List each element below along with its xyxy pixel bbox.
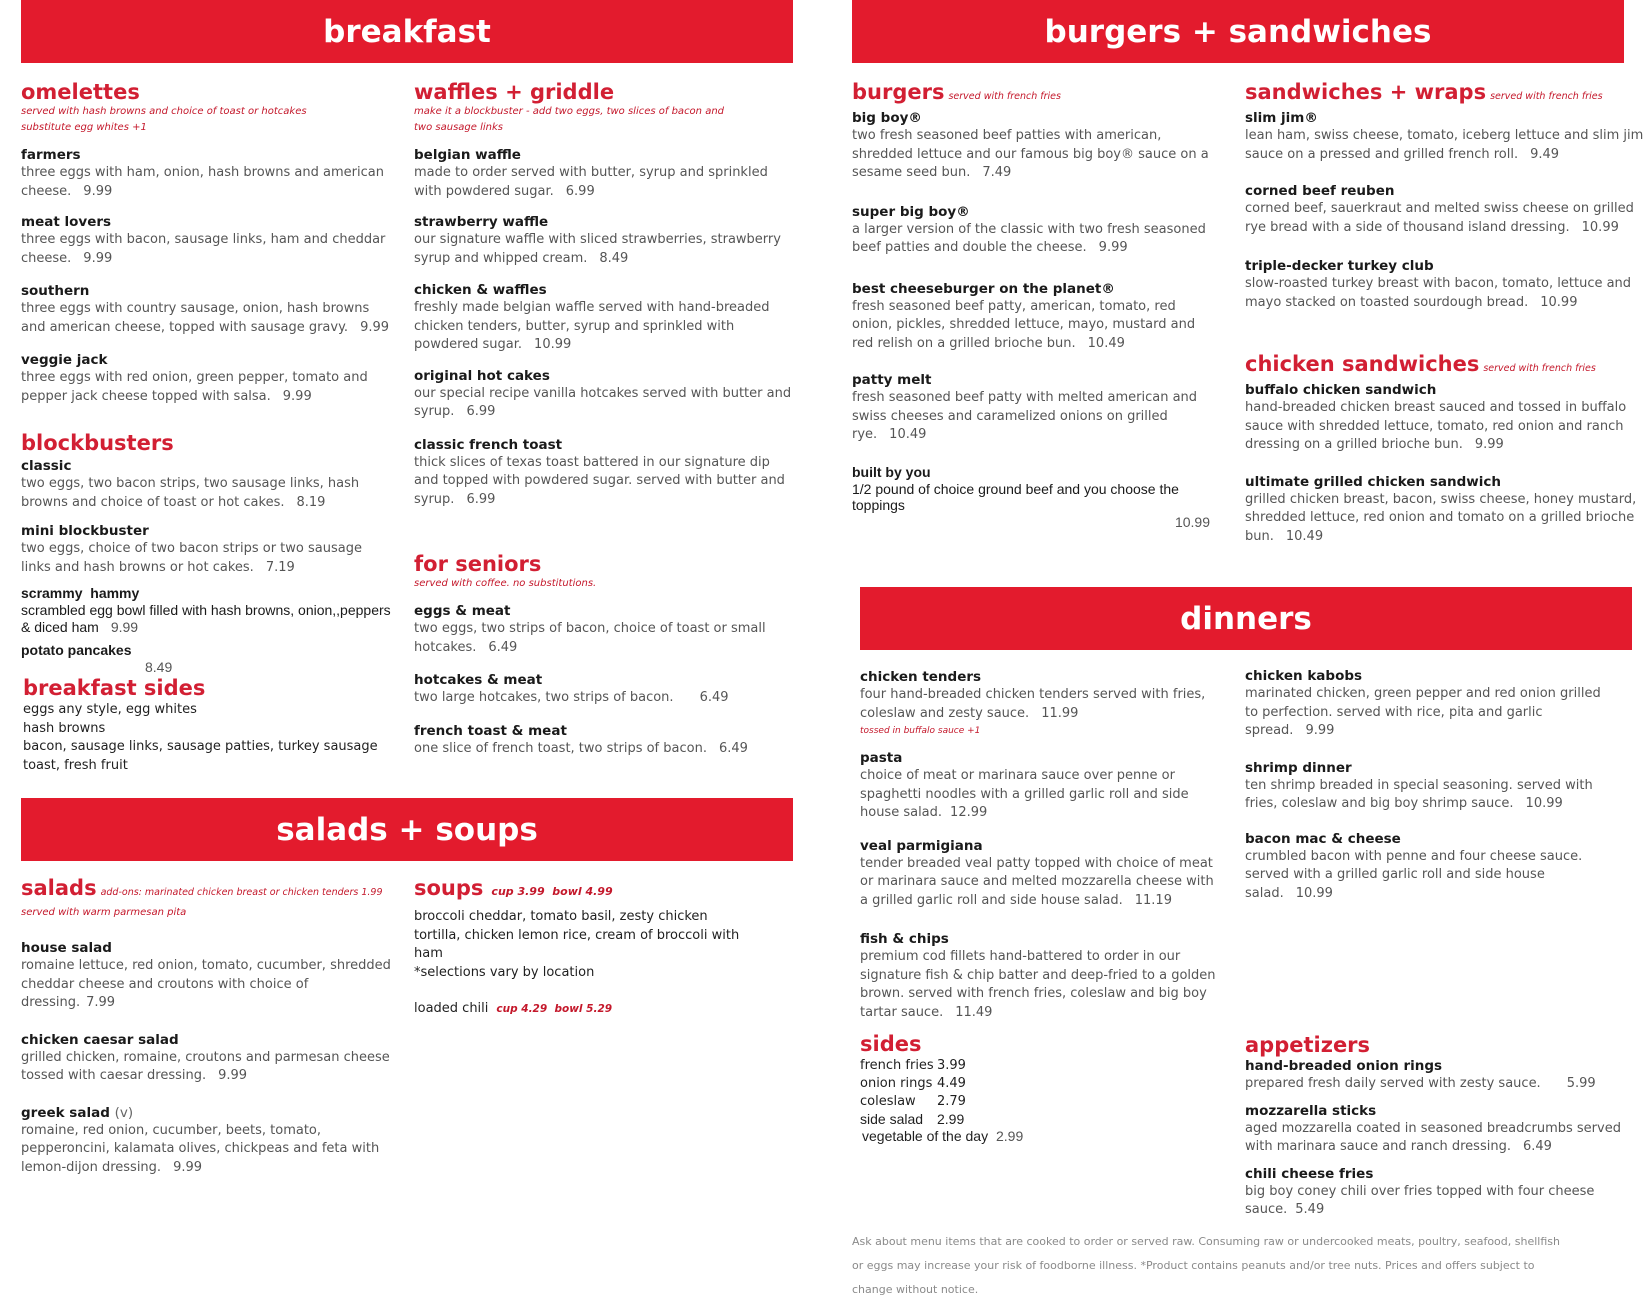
- item-desc: three eggs with ham, onion, hash browns and american cheese. 9.99: [21, 165, 384, 199]
- item-name: slim jim®: [1245, 110, 1318, 126]
- item-name: pasta: [860, 750, 903, 766]
- footer-disclaimer: Ask about menu items that are cooked to order or served raw. Consuming raw or undercooked meats, poultry, seafood, shellfish or eggs may increase your risk of foodborne illness. *Product contains peanuts and/or tree nuts. Prices and offers subject to change without notice.: [852, 1235, 1560, 1296]
- chicken-sandwiches-heading: chicken sandwiches served with french fries: [1245, 352, 1596, 376]
- soups-note: *selections vary by location: [414, 964, 595, 980]
- item-price: 9.99: [83, 250, 113, 266]
- side-price: 2.99: [996, 1128, 1024, 1144]
- item-price: 6.99: [466, 404, 496, 419]
- item-price: 10.99: [1540, 294, 1578, 310]
- menu-item: [852, 371, 1212, 445]
- item-name: buffalo chicken sandwich: [1245, 382, 1437, 398]
- item-price: 7.49: [982, 165, 1012, 180]
- item-desc: two large hotcakes, two strips of bacon. 6.49: [414, 690, 729, 705]
- waffles-note-2: two sausage links: [414, 122, 503, 133]
- item-price: 7.99: [86, 995, 116, 1010]
- menu-item: [1245, 109, 1645, 164]
- item-price: 12.99: [950, 805, 988, 820]
- item-desc: our signature waffle with sliced strawberries, strawberry syrup and whipped cream. 8.49: [414, 232, 781, 266]
- blockbusters-heading: blockbusters: [21, 431, 174, 455]
- sides-line: bacon, sausage links, sausage patties, turkey sausage: [23, 739, 378, 754]
- item-desc: prepared fresh daily served with zesty sauce. 5.99: [1245, 1076, 1596, 1091]
- item-desc: freshly made belgian waffle served with hand-breaded chicken tenders, butter, syrup and sprinkled with powdered sugar. 10.99: [414, 300, 770, 352]
- item-price: 9.99: [218, 1068, 248, 1083]
- item-price: 5.49: [1295, 1202, 1325, 1217]
- item-name: hotcakes & meat: [414, 672, 543, 688]
- item-name: original hot cakes: [414, 367, 550, 384]
- blockbusters-section: [21, 431, 393, 676]
- item-price: 11.19: [1134, 892, 1172, 908]
- omelettes-note: served with hash browns and choice of toast or hotcakes: [21, 106, 307, 117]
- menu-item: [852, 203, 1212, 258]
- item-name: eggs & meat: [414, 603, 511, 619]
- seniors-heading: for seniors: [414, 552, 542, 576]
- menu-item: [21, 213, 391, 268]
- item-note: tossed in buffalo sauce +1: [860, 726, 981, 736]
- side-item: onion rings 4.49: [860, 1076, 966, 1091]
- item-desc: tender breaded veal patty topped with choice of meat or marinara sauce and melted mozzarella cheese with a grilled garlic roll and side house salad. 11.19: [860, 855, 1214, 908]
- menu-item: [1245, 1057, 1625, 1094]
- side-item: coleslaw 2.79: [860, 1094, 966, 1109]
- item-desc: four hand-breaded chicken tenders served with fries, coleslaw and zesty sauce. 11.99: [860, 687, 1206, 721]
- item-desc: slow-roasted turkey breast with bacon, tomato, lettuce and mayo stacked on toasted sourdough bread. 10.99: [1245, 276, 1632, 310]
- item-desc: big boy coney chili over fries topped with four cheese sauce. 5.49: [1245, 1183, 1595, 1217]
- soups-section: [414, 876, 754, 1019]
- item-price: 8.19: [296, 494, 326, 510]
- item-desc: romaine lettuce, red onion, tomato, cucumber, shredded cheddar cheese and croutons with choice of dressing. 7.99: [21, 958, 391, 1010]
- item-name: mozzarella sticks: [1245, 1102, 1377, 1119]
- vegetarian-tag: (v): [114, 1104, 134, 1121]
- chicken-sandwiches-section: [1245, 352, 1645, 546]
- salads-note: served with warm parmesan pita: [21, 907, 187, 918]
- item-price: 10.49: [1285, 528, 1324, 544]
- item-name: super big boy®: [852, 203, 970, 220]
- menu-item: [1245, 1102, 1625, 1157]
- menu-item: [414, 722, 784, 759]
- omelettes-note-2: substitute egg whites +1: [21, 122, 147, 133]
- menu-item: [852, 463, 1212, 531]
- menu-item: [414, 146, 794, 201]
- appetizers-section: [1245, 1033, 1625, 1220]
- item-name: chili cheese fries: [1245, 1165, 1374, 1182]
- salads-section: [21, 876, 391, 1177]
- item-name: corned beef reuben: [1245, 183, 1395, 199]
- item-name: built by you: [852, 463, 931, 480]
- side-item: side salad 2.99: [860, 1111, 965, 1127]
- item-name: french toast & meat: [414, 722, 567, 739]
- menu-item: [1245, 257, 1645, 312]
- menu-item: [21, 146, 391, 201]
- item-name: big boy®: [852, 110, 922, 126]
- menu-item: [21, 522, 393, 577]
- item-name: house salad: [21, 940, 112, 956]
- menu-item: [1245, 381, 1645, 455]
- sides-line: toast, fresh fruit: [23, 757, 128, 773]
- item-desc: fresh seasoned beef patty, american, tomato, red onion, pickles, shredded lettuce, mayo, mustard and red relish on a grilled brioche bun. 10.49: [852, 298, 1196, 351]
- menu-item: [1245, 1165, 1625, 1220]
- breakfast-sides-section: [23, 676, 383, 775]
- item-desc: aged mozzarella coated in seasoned breadcrumbs served with marinara sauce and ranch dressing. 6.49: [1245, 1120, 1621, 1154]
- item-name: meat lovers: [21, 214, 112, 230]
- menu-item: [21, 584, 393, 635]
- sandwiches-heading: sandwiches + wraps served with french fries: [1245, 80, 1603, 104]
- item-desc: premium cod fillets hand-battered to order in our signature fish & chip batter and deep-fried to a golden brown. served with french fries, coleslaw and big boy tartar sauce. 11.49: [860, 949, 1216, 1020]
- item-desc: marinated chicken, green pepper and red onion grilled to perfection. served with rice, pita and garlic spread. 9.99: [1245, 686, 1601, 738]
- item-name: chicken & waffles: [414, 282, 547, 298]
- item-desc: lean ham, swiss cheese, tomato, iceberg lettuce and slim jim sauce on a pressed and grilled french roll. 9.49: [1245, 128, 1644, 162]
- menu-item: [1245, 667, 1615, 741]
- menu-item: [21, 282, 391, 337]
- item-desc: three eggs with bacon, sausage links, ham and cheddar cheese. 9.99: [21, 232, 386, 266]
- appetizers-heading: appetizers: [1245, 1033, 1371, 1057]
- item-desc: choice of meat or marinara sauce over penne or spaghetti noodles with a grilled garlic roll and side house salad. 12.99: [860, 768, 1189, 820]
- item-price: 9.99: [360, 319, 390, 335]
- menu-item: [21, 351, 391, 406]
- item-name: ultimate grilled chicken sandwich: [1245, 473, 1501, 490]
- item-desc: fresh seasoned beef patty with melted american and swiss cheeses and caramelized onions on grilled rye. 10.49: [852, 390, 1198, 442]
- menu-item: [860, 668, 1225, 739]
- menu-item: [1245, 759, 1615, 814]
- item-name: classic: [21, 458, 72, 474]
- side-item: french fries 3.99: [860, 1058, 966, 1073]
- item-price: 9.99: [83, 183, 113, 199]
- chicken-sandwiches-note: served with french fries: [1483, 363, 1596, 374]
- menu-item: [1245, 182, 1645, 237]
- side-price: 4.49: [937, 1076, 966, 1091]
- item-name: bacon mac & cheese: [1245, 830, 1401, 847]
- breakfast-sides-heading: breakfast sides: [23, 676, 206, 700]
- item-price: 9.49: [1530, 146, 1560, 162]
- soups-desc: broccoli cheddar, tomato basil, zesty chicken tortilla, chicken lemon rice, cream of broccoli with ham: [414, 909, 740, 961]
- burgers-section: [852, 80, 1212, 530]
- item-desc: our special recipe vanilla hotcakes served with butter and syrup. 6.99: [414, 385, 792, 419]
- soups-prices: cup 3.99 bowl 4.99: [491, 885, 613, 898]
- item-price: 8.49: [145, 659, 173, 675]
- waffles-note: make it a blockbuster - add two eggs, two slices of bacon and: [414, 106, 725, 117]
- menu-item: [414, 436, 794, 510]
- dinners-left-column: [860, 668, 1225, 1022]
- menu-item: [414, 281, 794, 355]
- item-desc: romaine, red onion, cucumber, beets, tomato, pepperoncini, kalamata olives, chickpeas and feta with lemon-dijon dressing. 9.99: [21, 1122, 380, 1175]
- sides-section: [860, 1032, 1160, 1145]
- item-price: 6.49: [718, 740, 748, 756]
- omelettes-heading: omelettes: [21, 80, 140, 104]
- band-dinners: dinners: [860, 587, 1632, 650]
- item-price: 10.99: [1581, 219, 1619, 235]
- menu-item: [860, 930, 1225, 1022]
- item-price: 8.49: [599, 250, 629, 266]
- item-desc: 1/2 pound of choice ground beef and you choose the toppings: [852, 480, 1179, 513]
- item-price: 9.99: [1098, 240, 1128, 255]
- menu-item: [852, 280, 1212, 354]
- menu-item: [21, 641, 393, 676]
- item-name: best cheeseburger on the planet®: [852, 280, 1115, 297]
- menu-item: [852, 109, 1212, 183]
- item-name: farmers: [21, 147, 81, 163]
- item-name: hand-breaded onion rings: [1245, 1058, 1443, 1074]
- menu-item: [21, 1031, 391, 1086]
- item-price: 10.99: [1295, 885, 1333, 901]
- item-price: 6.99: [466, 491, 496, 507]
- item-name: chicken caesar salad: [21, 1031, 179, 1048]
- item-name: chicken tenders: [860, 669, 982, 685]
- seniors-note: served with coffee. no substitutions.: [414, 578, 597, 589]
- soups-heading: soups cup 3.99 bowl 4.99: [414, 876, 613, 900]
- item-desc: two eggs, two bacon strips, two sausage links, hash browns and choice of toast or hot cakes. 8.19: [21, 476, 360, 510]
- item-price: 11.49: [955, 1004, 993, 1020]
- item-desc: three eggs with red onion, green pepper, tomato and pepper jack cheese topped with salsa. 9.99: [21, 370, 368, 404]
- menu-item: [21, 1104, 391, 1178]
- item-desc: three eggs with country sausage, onion, hash browns and american cheese, topped with sausage gravy. 9.99: [21, 301, 390, 335]
- item-desc: a larger version of the classic with two fresh seasoned beef patties and double the cheese. 9.99: [852, 221, 1206, 255]
- item-name: southern: [21, 283, 90, 299]
- burgers-note: served with french fries: [948, 91, 1061, 102]
- item-desc: hand-breaded chicken breast sauced and tossed in buffalo sauce with shredded lettuce, tomato, red onion and ranch dressing on a grilled brioche bun. 9.99: [1245, 400, 1627, 452]
- band-salads: salads + soups: [21, 798, 793, 861]
- item-price: 6.49: [1522, 1139, 1552, 1154]
- item-price: 9.99: [1474, 437, 1504, 452]
- burgers-heading: burgers served with french fries: [852, 80, 1061, 104]
- item-name: chicken kabobs: [1245, 668, 1363, 684]
- side-price: 2.99: [937, 1111, 965, 1127]
- item-name: patty melt: [852, 372, 932, 388]
- menu-item: [860, 837, 1225, 911]
- item-name: veal parmigiana: [860, 837, 983, 854]
- item-price: 6.49: [488, 639, 518, 655]
- item-desc: one slice of french toast, two strips of bacon. 6.49: [414, 740, 748, 756]
- chili-prices: cup 4.29 bowl 5.29: [496, 1003, 613, 1015]
- item-desc: grilled chicken breast, bacon, swiss cheese, honey mustard, shredded lettuce, red onion and tomato on a grilled brioche bun. 10.49: [1245, 491, 1637, 544]
- item-price: 7.19: [265, 559, 295, 575]
- item-name: belgian waffle: [414, 147, 521, 163]
- item-price: 5.99: [1566, 1076, 1596, 1091]
- item-name: fish & chips: [860, 931, 949, 947]
- item-price: 10.99: [1525, 796, 1563, 811]
- item-desc: thick slices of texas toast battered in our signature dip and topped with powdered sugar. served with butter and syrup. 6.99: [414, 454, 785, 507]
- item-name: greek salad (v): [21, 1104, 134, 1121]
- item-name: triple-decker turkey club: [1245, 258, 1434, 274]
- salads-addons: add-ons: marinated chicken breast or chicken tenders 1.99: [100, 887, 383, 898]
- menu-item: [21, 457, 393, 512]
- item-desc: ten shrimp breaded in special seasoning. served with fries, coleslaw and big boy shrimp sauce. 10.99: [1245, 777, 1593, 811]
- item-desc: scrambled egg bowl filled with hash browns, onion,,peppers & diced ham 9.99: [21, 602, 391, 635]
- item-price: 10.49: [889, 427, 927, 442]
- menu-item: [414, 367, 794, 422]
- sides-line: eggs any style, egg whites: [23, 702, 197, 717]
- item-price: 9.99: [282, 388, 312, 404]
- menu-item: [414, 602, 784, 657]
- item-name: strawberry waffle: [414, 214, 549, 230]
- item-name: shrimp dinner: [1245, 759, 1352, 776]
- item-name: potato pancakes: [21, 642, 132, 658]
- item-desc: crumbled bacon with penne and four cheese sauce. served with a grilled garlic roll and side house salad. 10.99: [1245, 848, 1583, 901]
- side-price: 2.79: [937, 1094, 966, 1109]
- side-price: 3.99: [937, 1058, 966, 1073]
- item-name: scrammy hammy: [21, 585, 140, 601]
- menu-item: [1245, 473, 1645, 547]
- menu-item: [414, 671, 784, 708]
- seniors-section: [414, 552, 784, 758]
- salads-heading: salads add-ons: marinated chicken breast or chicken tenders 1.99: [21, 876, 383, 900]
- sandwiches-note: served with french fries: [1490, 91, 1603, 102]
- menu-item: [860, 749, 1225, 823]
- item-name: mini blockbuster: [21, 523, 149, 539]
- sides-heading: sides: [860, 1032, 922, 1056]
- item-desc: corned beef, sauerkraut and melted swiss cheese on grilled rye bread with a side of thousand island dressing. 10.99: [1245, 201, 1634, 235]
- item-desc: made to order served with butter, syrup and sprinkled with powdered sugar. 6.99: [414, 165, 768, 199]
- item-price: 6.49: [699, 690, 729, 705]
- chili-line: loaded chili cup 4.29 bowl 5.29: [414, 1001, 613, 1016]
- item-desc: grilled chicken, romaine, croutons and parmesan cheese tossed with caesar dressing. 9.99: [21, 1049, 390, 1083]
- menu-item: [21, 939, 391, 1013]
- omelettes-section: [21, 80, 391, 406]
- menu-item: [414, 213, 794, 268]
- item-desc: two eggs, choice of two bacon strips or two sausage links and hash browns or hot cakes. 7.19: [21, 541, 362, 575]
- side-item: vegetable of the day 2.99: [862, 1128, 1024, 1144]
- item-name: classic french toast: [414, 436, 563, 453]
- menu-item: [1245, 830, 1615, 904]
- item-price: 6.99: [565, 183, 595, 199]
- item-price: 9.99: [1305, 723, 1335, 738]
- item-price: 9.99: [173, 1159, 203, 1175]
- band-breakfast: breakfast: [21, 0, 793, 63]
- waffles-section: [414, 80, 794, 509]
- item-desc: two fresh seasoned beef patties with american, shredded lettuce and our famous big boy® sauce on a sesame seed bun. 7.49: [852, 128, 1209, 180]
- band-burgers: burgers + sandwiches: [852, 0, 1624, 63]
- waffles-heading: waffles + griddle: [414, 80, 615, 104]
- item-price: 9.99: [110, 618, 139, 635]
- item-price: 10.99: [534, 337, 572, 352]
- item-price: 11.99: [1041, 705, 1079, 721]
- item-price: 10.99: [1174, 513, 1210, 530]
- item-desc: two eggs, two strips of bacon, choice of toast or small hotcakes. 6.49: [414, 621, 766, 655]
- sides-line: hash browns: [23, 720, 106, 736]
- sandwiches-section: [1245, 80, 1645, 312]
- item-name: veggie jack: [21, 352, 108, 368]
- dinners-right-column: [1245, 667, 1615, 903]
- item-price: 10.49: [1087, 335, 1125, 351]
